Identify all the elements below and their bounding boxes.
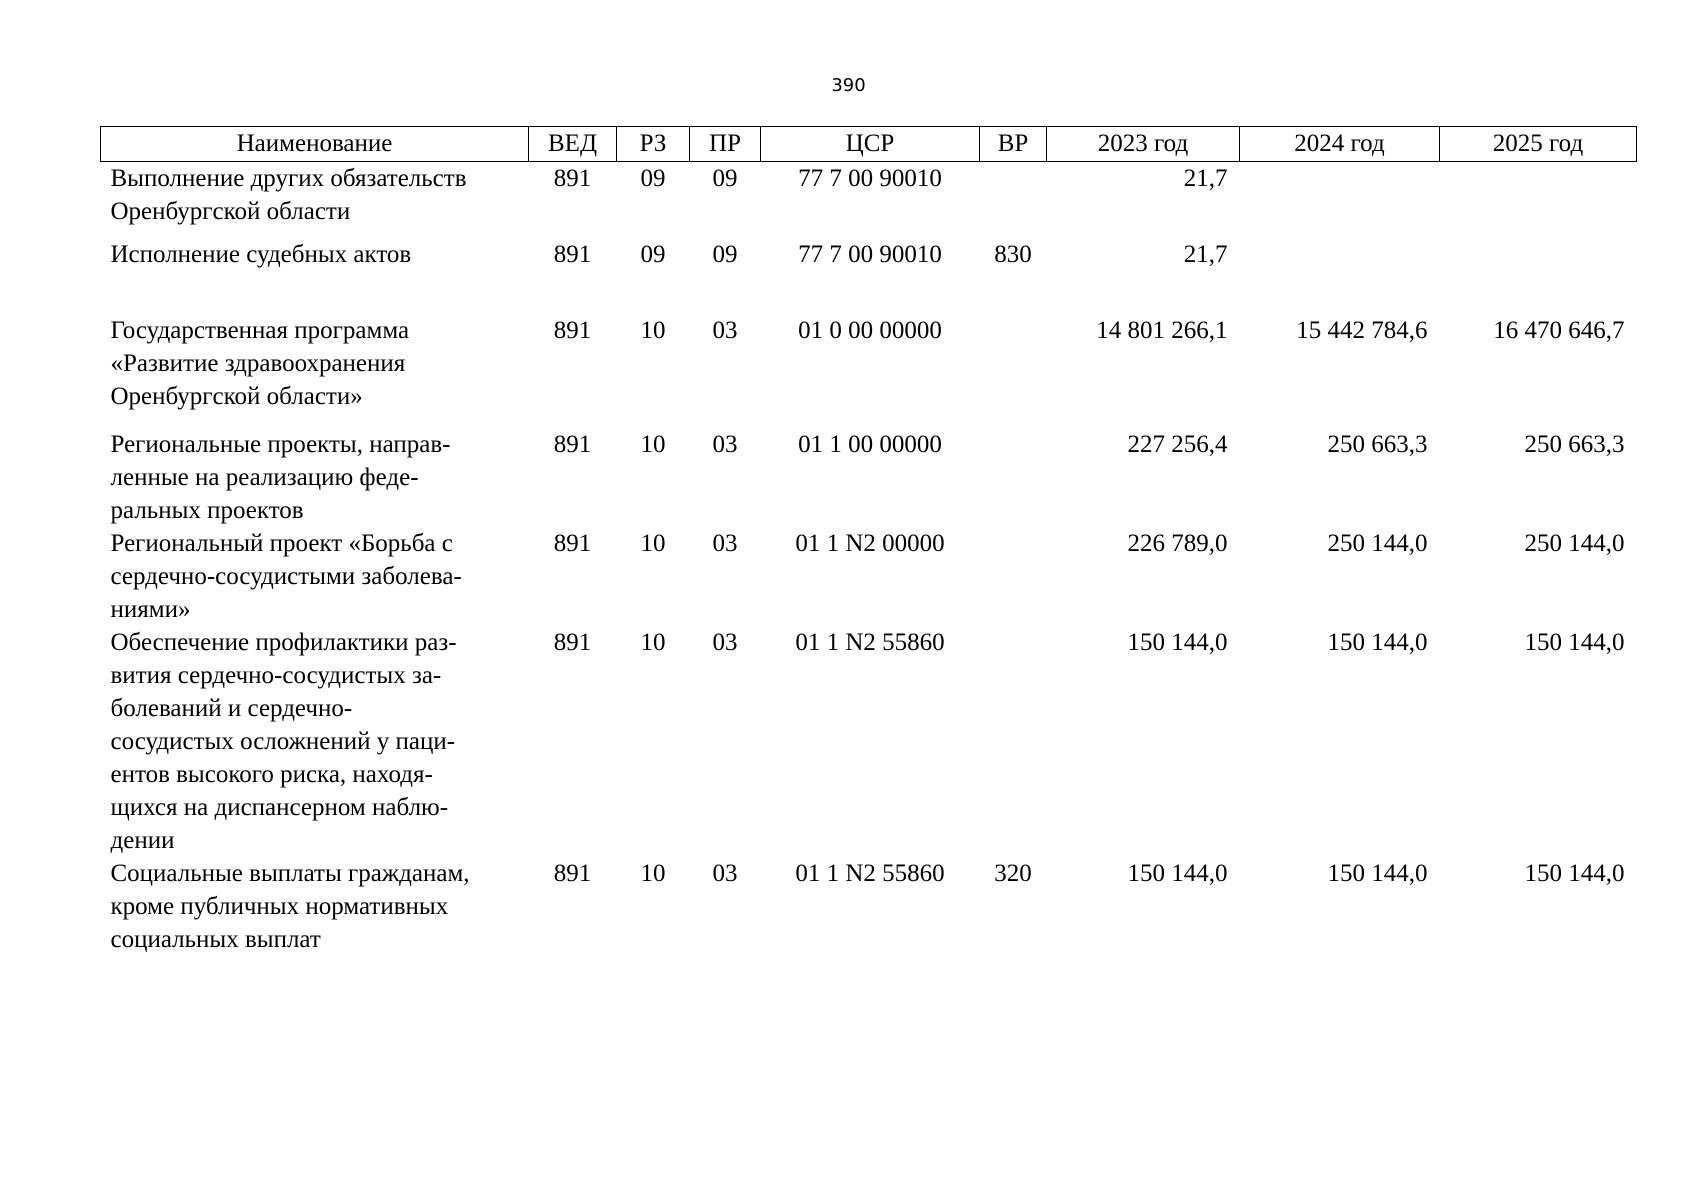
cell-vr <box>980 527 1047 626</box>
cell-vr <box>980 162 1047 239</box>
cell-name <box>101 527 529 626</box>
header-ved: ВЕД <box>529 127 617 162</box>
cell-2024: 250 144,0 <box>1327 530 1428 557</box>
name-line: ентов высокого риска, находя- <box>110 761 433 788</box>
cell-2023: 150 144,0 <box>1127 860 1228 887</box>
name-line: Обеспечение профилактики раз- <box>110 629 457 656</box>
cell-pr: 09 <box>712 165 738 192</box>
cell-rz: 09 <box>640 241 666 268</box>
cell-rz: 10 <box>640 629 666 656</box>
cell-csr: 01 1 00 00000 <box>798 431 942 458</box>
name-line: щихся на диспансерном наблю- <box>110 794 449 821</box>
cell-csr: 77 7 00 90010 <box>798 241 942 268</box>
table-row <box>101 428 1637 527</box>
cell-vr <box>980 428 1047 527</box>
cell-name <box>101 857 529 956</box>
cell-ved: 891 <box>553 241 592 268</box>
name-line: Социальные выплаты гражданам, <box>110 860 470 887</box>
cell-2023: 226 789,0 <box>1127 530 1228 557</box>
name-line: ральных проектов <box>110 497 304 524</box>
cell-name <box>101 314 529 428</box>
cell-pr: 03 <box>712 860 738 887</box>
table-header-row <box>101 127 1637 162</box>
cell-2025: 250 663,3 <box>1524 431 1625 458</box>
cell-rz: 10 <box>640 317 666 344</box>
cell-2025: 150 144,0 <box>1524 860 1625 887</box>
cell-vr <box>980 626 1047 857</box>
name-line: «Развитие здравоохранения <box>110 350 406 377</box>
name-line: Оренбургской области <box>110 198 351 225</box>
header-csr: ЦСР <box>761 127 980 162</box>
cell-2024: 150 144,0 <box>1327 629 1428 656</box>
header-2023: 2023 год <box>1047 127 1240 162</box>
cell-vr: 830 <box>994 241 1032 268</box>
cell-2023: 227 256,4 <box>1127 431 1228 458</box>
cell-csr: 77 7 00 90010 <box>798 165 942 192</box>
page-number: 390 <box>831 75 866 96</box>
cell-rz: 09 <box>640 165 666 192</box>
table-row <box>101 527 1637 626</box>
name-line: кроме публичных нормативных <box>110 893 449 920</box>
cell-2025: 150 144,0 <box>1524 629 1625 656</box>
cell-pr: 03 <box>712 530 738 557</box>
cell-csr: 01 1 N2 55860 <box>795 629 945 656</box>
name-line: Государственная программа <box>110 317 410 344</box>
cell-rz: 10 <box>640 431 666 458</box>
cell-2024: 15 442 784,6 <box>1296 317 1428 344</box>
cell-pr: 03 <box>712 317 738 344</box>
header-2025: 2025 год <box>1440 127 1637 162</box>
cell-2023: 150 144,0 <box>1127 629 1228 656</box>
name-line: социальных выплат <box>110 926 321 953</box>
name-line: Региональные проекты, направ- <box>110 431 451 458</box>
header-2024: 2024 год <box>1240 127 1440 162</box>
name-line: Выполнение других обязательств <box>110 165 467 192</box>
name-line: Оренбургской области» <box>110 383 363 410</box>
name-line: ленные на реализацию феде- <box>110 464 419 491</box>
cell-csr: 01 0 00 00000 <box>798 317 942 344</box>
cell-2024: 250 663,3 <box>1327 431 1428 458</box>
name-line: болеваний и сердечно- <box>110 695 353 722</box>
name-line: сердечно-сосудистыми заболева- <box>110 563 462 590</box>
cell-2023: 14 801 266,1 <box>1096 317 1228 344</box>
cell-csr: 01 1 N2 00000 <box>795 530 945 557</box>
cell-name <box>101 626 529 857</box>
cell-2023: 21,7 <box>1183 241 1228 268</box>
cell-ved: 891 <box>553 431 592 458</box>
cell-name <box>101 238 529 314</box>
header-pr: ПР <box>690 127 761 162</box>
table-row <box>101 162 1637 239</box>
name-line: Исполнение судебных актов <box>110 241 412 268</box>
cell-2024: 150 144,0 <box>1327 860 1428 887</box>
header-vr: ВР <box>980 127 1047 162</box>
cell-ved: 891 <box>553 317 592 344</box>
name-line: вития сердечно-сосудистых за- <box>110 662 442 689</box>
cell-pr: 09 <box>712 241 738 268</box>
cell-2025: 250 144,0 <box>1524 530 1625 557</box>
cell-2025: 16 470 646,7 <box>1493 317 1625 344</box>
header-name: Наименование <box>101 127 529 162</box>
cell-ved: 891 <box>553 860 592 887</box>
cell-ved: 891 <box>553 165 592 192</box>
name-line: сосудистых осложнений у паци- <box>110 728 456 755</box>
cell-ved: 891 <box>553 530 592 557</box>
table-row <box>101 314 1637 428</box>
table-row <box>101 626 1637 857</box>
cell-vr <box>980 314 1047 428</box>
cell-2025 <box>1440 238 1637 314</box>
cell-2025 <box>1440 162 1637 239</box>
cell-pr: 03 <box>712 629 738 656</box>
header-rz: РЗ <box>617 127 690 162</box>
cell-name <box>101 162 529 239</box>
cell-pr: 03 <box>712 431 738 458</box>
cell-2024 <box>1240 162 1440 239</box>
cell-2024 <box>1240 238 1440 314</box>
name-line: Региональный проект «Борьба с <box>110 530 453 557</box>
cell-rz: 10 <box>640 860 666 887</box>
budget-table <box>100 126 1637 956</box>
cell-csr: 01 1 N2 55860 <box>795 860 945 887</box>
cell-ved: 891 <box>553 629 592 656</box>
cell-name <box>101 428 529 527</box>
name-line: ниями» <box>110 596 191 623</box>
table-row <box>101 857 1637 956</box>
cell-rz: 10 <box>640 530 666 557</box>
cell-2023: 21,7 <box>1183 165 1228 192</box>
cell-vr: 320 <box>994 860 1032 887</box>
name-line: дении <box>110 827 175 854</box>
table-row <box>101 238 1637 314</box>
